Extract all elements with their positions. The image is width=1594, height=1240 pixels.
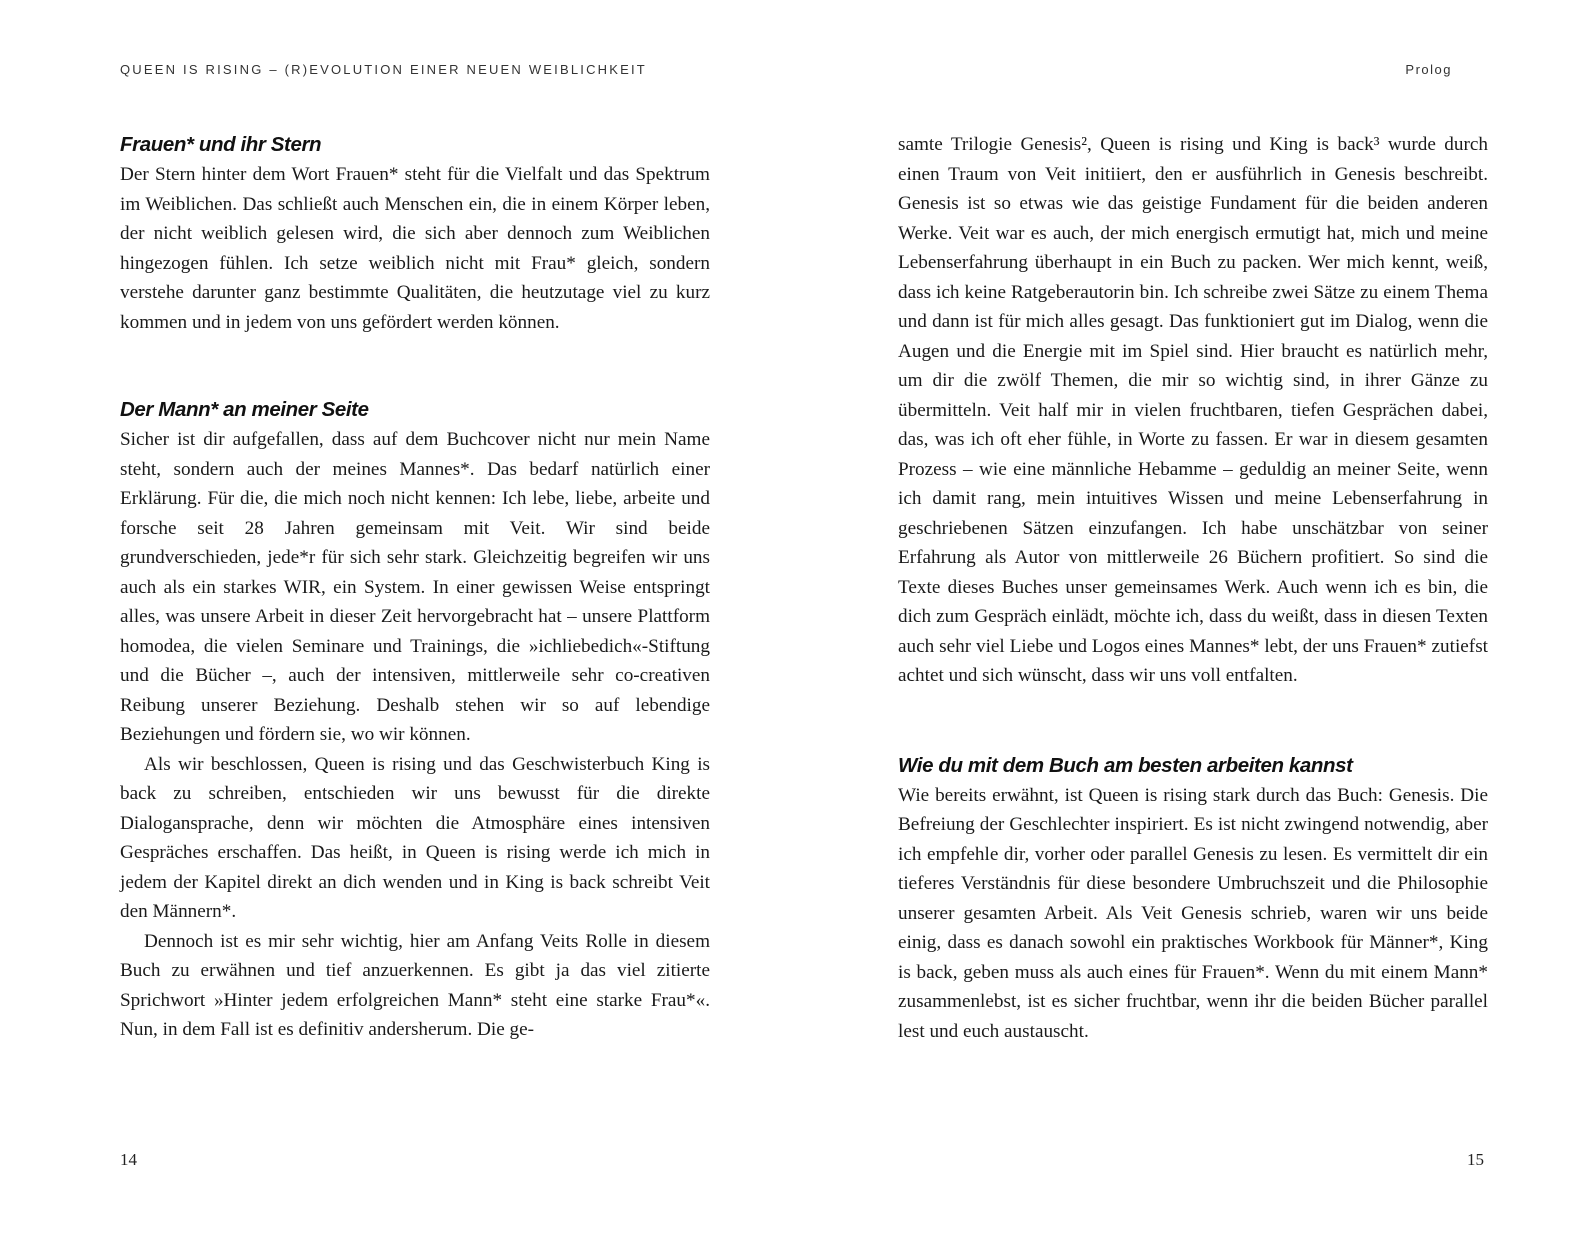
heading-frauen-und-ihr-stern: Frauen* und ihr Stern bbox=[120, 133, 322, 156]
paragraph-genesis-empfehlung: Wie bereits erwähnt, ist Queen is rising stark durch das Buch: Genesis. Die Befreiung der Geschlechter inspiriert. Es ist nicht zwingend notwendig, aber ich empfehle dir, vorher oder parallel Genesis zu lesen. Es vermittelt dir ein tieferes Verständnis für diese besondere Umbruchszeit und die Philosophie unserer gesamten Arbeit. Als Veit Genesis schrieb, waren wir uns beide einig, dass es danach sowohl ein praktisches Workbook für Männer*, King is back, geben muss als auch eines für Frauen*. Wenn du mit einem Mann* zusammenlebst, ist es sicher fruchtbar, wenn ihr die beiden Bücher parallel lest und euch austauscht. bbox=[898, 784, 1488, 1042]
right-page bbox=[898, 130, 1488, 1046]
paragraph-dialogansprache: Als wir beschlossen, Queen is rising und das Geschwisterbuch King is back zu schreiben, entschieden wir uns bewusst für die direkte Dialogansprache, denn wir möchten die Atmosphäre eines intensiven Gespräches erschaffen. Das heißt, in Queen is rising werde ich mich in jedem der Kapitel direkt an dich wenden und in King is back schreibt Veit den Männern*. bbox=[120, 753, 710, 922]
heading-der-mann-an-meiner-seite: Der Mann* an meiner Seite bbox=[120, 398, 369, 421]
running-head-right: Prolog bbox=[1405, 62, 1452, 77]
paragraph-buchcover: Sicher ist dir aufgefallen, dass auf dem Buchcover nicht nur mein Name steht, sondern auch der meines Mannes*. Das bedarf natürlich einer Erklärung. Für die, die mich noch nicht kennen: Ich lebe, liebe, arbeite und forsche seit 28 Jahren gemeinsam mit Veit. Wir sind beide grundverschieden, jede*r für sich sehr stark. Gleichzeitig begreifen wir uns auch als ein starkes WIR, ein System. In einer gewissen Weise entspringt alles, was unsere Arbeit in dieser Zeit hervorgebracht hat – unsere Plattform homodea, die vielen Seminare und Trainings, die »ichliebedich«-Stiftung und die Bücher –, auch der intensiven, mittlerweile sehr co-creativen Reibung unserer Beziehung. Deshalb stehen wir so auf lebendige Beziehungen und fördern sie, wo wir können. bbox=[120, 429, 710, 745]
paragraph-veits-rolle: Dennoch ist es mir sehr wichtig, hier am Anfang Veits Rolle in diesem Buch zu erwähnen und tief anzuerkennen. Es gibt ja das viel zitierte Sprichwort »Hinter jedem erfolgreichen Mann* steht eine starke Frau*«. Nun, in dem Fall ist es definitiv andersherum. Die ge- bbox=[120, 930, 710, 1040]
paragraph-stern: Der Stern hinter dem Wort Frauen* steht für die Vielfalt und das Spektrum im Weiblichen. Das schließt auch Menschen ein, die in einem Körper leben, der nicht weiblich gelesen wird, die sich aber dennoch zum Weiblichen hingezogen fühlen. Ich setze weiblich nicht mit Frau* gleich, sondern verstehe darunter ganz bestimmte Qualitäten, die heutzutage viel zu kurz kommen und in jedem von uns gefördert werden können. bbox=[120, 164, 710, 333]
paragraph-trilogie-continuation: samte Trilogie Genesis², Queen is rising und King is back³ wurde durch einen Traum von Veit initiiert, den er ausführlich in Genesis beschreibt. Genesis ist so etwas wie das geistige Fundament für die beiden anderen Werke. Veit war es auch, der mich energisch ermutigt hat, mich und meine Lebenserfahrung überhaupt in ein Buch zu packen. Wer mich kennt, weiß, dass ich keine Ratgeberautorin bin. Ich schreibe zwei Sätze zu einem Thema und dann ist für mich alles gesagt. Das funktioniert gut im Dialog, wenn die Augen und die Energie mit im Spiel sind. Hier braucht es natürlich mehr, um dir die zwölf Themen, die mir so wichtig sind, in ihrer Gänze zu übermitteln. Veit half mir in vielen fruchtbaren, tiefen Gesprächen dabei, das, was ich oft eher fühle, in Worte zu fassen. Er war in diesem gesamten Prozess – wie eine männliche Hebamme – geduldig an meiner Seite, wenn ich damit rang, mein intuitives Wissen und meine Lebenserfahrung in geschriebenen Sätzen einzufangen. Ich habe unschätzbar von seiner Erfahrung als Autor von mittlerweile 26 Büchern profitiert. So sind die Texte dieses Buches unser gemeinsames Werk. Auch wenn ich es bin, die dich zum Gespräch einlädt, möchte ich, dass du weißt, dass in diesen Texten auch sehr viel Liebe und Logos eines Mannes* lebt, der uns Frauen* zutiefst achtet und sich wünscht, dass wir uns voll entfalten. bbox=[898, 134, 1488, 686]
page-number-right: 15 bbox=[1467, 1150, 1484, 1169]
heading-wie-du-mit-dem-buch: Wie du mit dem Buch am besten arbeiten kannst bbox=[898, 753, 1353, 777]
running-head-left: QUEEN IS RISING – (R)EVOLUTION EINER NEUEN WEIBLICHKEIT bbox=[120, 62, 647, 77]
left-page bbox=[120, 130, 710, 1045]
page-number-left: 14 bbox=[120, 1150, 137, 1169]
